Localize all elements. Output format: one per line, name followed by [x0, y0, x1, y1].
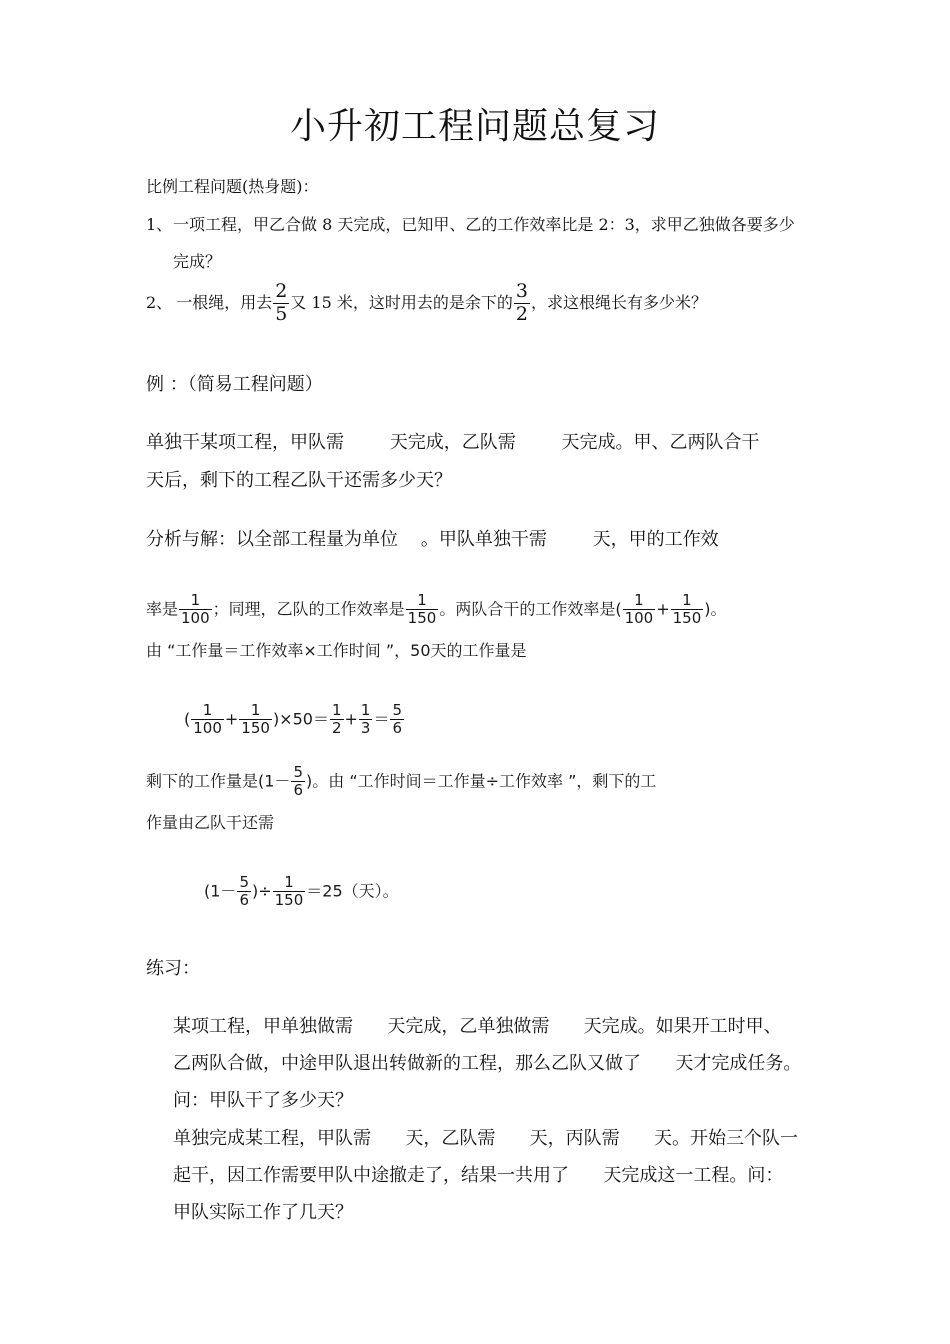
fraction-1-100: $\frac{1}{100}$	[181, 591, 210, 628]
page-title: 小升初工程问题总复习	[289, 106, 660, 147]
equation-text: )×50＝	[272, 709, 329, 729]
fraction-1-150: $\frac{1}{150}$	[274, 873, 304, 910]
warmup-heading: 比例工程问题(热身题)：	[146, 177, 319, 196]
paren: (	[184, 709, 191, 729]
question-2	[146, 278, 707, 328]
practice-2-line-2: 起干，因工作需要甲队中途撤走了，结果一共用了 天完成这一工程。问：	[173, 1165, 784, 1186]
example-heading: 例 ：（简易工程问题）	[146, 374, 323, 395]
fraction-5-6: $\frac{5}{6}$	[392, 701, 403, 738]
solution-text: 。两队合干的工作效率是(	[439, 599, 622, 619]
question-2-text-a: 一根绳，用去	[176, 293, 273, 312]
plus-sign: +	[656, 599, 670, 619]
solution-text: )。	[704, 599, 727, 619]
fraction-1-150: $\frac{1}{150}$	[407, 591, 437, 628]
question-2-text-b: 又 15 米，这时用去的是余下的	[290, 293, 513, 312]
example-line-2: 天后，剩下的工程乙队干还需多少天？	[146, 470, 452, 491]
fraction-two-fifths: $\frac{2}{5}$	[275, 280, 288, 325]
question-1-line-2: 完成？	[173, 252, 222, 271]
solution-row-4: 作量由乙队干还需	[146, 813, 275, 832]
fraction-1-150: $\frac{1}{150}$	[672, 591, 702, 628]
practice-1-line-3: 问：甲队干了多少天？	[173, 1090, 353, 1111]
solution-row-1	[146, 592, 727, 628]
example-line-1: 单独干某项工程，甲队需 天完成，乙队需 天完成。甲、乙两队合干	[146, 432, 760, 453]
solution-text: ；同理，乙队的工作效率是	[212, 599, 405, 619]
fraction-1-100: $\frac{1}{100}$	[624, 591, 654, 628]
question-1-line-1: 一项工程，甲乙合做 8 天完成，已知甲、乙的工作效率比是 2：3，求甲乙独做各要多少	[173, 215, 795, 234]
equation-text: )÷	[251, 881, 272, 901]
solution-row-3	[146, 764, 656, 800]
practice-1-line-2: 乙两队合做，中途甲队退出转做新的工程，那么乙队又做了 天才完成任务。	[173, 1053, 802, 1074]
fraction-5-6: $\frac{5}{6}$	[293, 763, 303, 800]
question-2-text-c: ，求这根绳长有多少米？	[530, 293, 707, 312]
practice-2-line-1: 单独完成某工程，甲队需 天，乙队需 天，丙队需 天。开始三个队一	[173, 1128, 798, 1149]
fraction-1-150: $\frac{1}{150}$	[241, 701, 270, 738]
equation-text: ＝25（天）。	[306, 881, 399, 901]
fraction-three-halves: $\frac{3}{2}$	[515, 280, 528, 325]
equation-text: (1－	[204, 881, 237, 901]
fraction-5-6: $\frac{5}{6}$	[239, 873, 249, 910]
equals-sign: ＝	[373, 709, 390, 729]
practice-heading: 练习：	[146, 958, 200, 979]
analysis-line: 分析与解：以全部工程量为单位 。甲队单独干需 天，甲的工作效	[146, 529, 719, 550]
practice-1-line-1: 某项工程，甲单独做需 天完成，乙单独做需 天完成。如果开工时甲、	[173, 1016, 782, 1037]
solution-text: 剩下的工作量是(1－	[146, 771, 291, 791]
fraction-1-100: $\frac{1}{100}$	[193, 701, 222, 738]
solution-row-2: 由 “工作量＝工作效率×工作时间 ”，50天的工作量是	[146, 641, 527, 660]
fraction-1-2: $\frac{1}{2}$	[331, 701, 342, 738]
fraction-1-3: $\frac{1}{3}$	[360, 701, 371, 738]
plus-sign: +	[344, 709, 358, 729]
practice-2-line-3: 甲队实际工作了几天？	[173, 1202, 353, 1223]
solution-text: 率是	[146, 599, 179, 619]
plus-sign: +	[224, 709, 239, 729]
question-2-number: 2、	[146, 293, 173, 312]
question-1-number: 1、	[146, 215, 173, 234]
equation-2	[204, 874, 399, 910]
equation-1	[184, 702, 405, 738]
solution-text: )。由 “工作时间＝工作量÷工作效率 ”，剩下的工	[305, 771, 657, 791]
